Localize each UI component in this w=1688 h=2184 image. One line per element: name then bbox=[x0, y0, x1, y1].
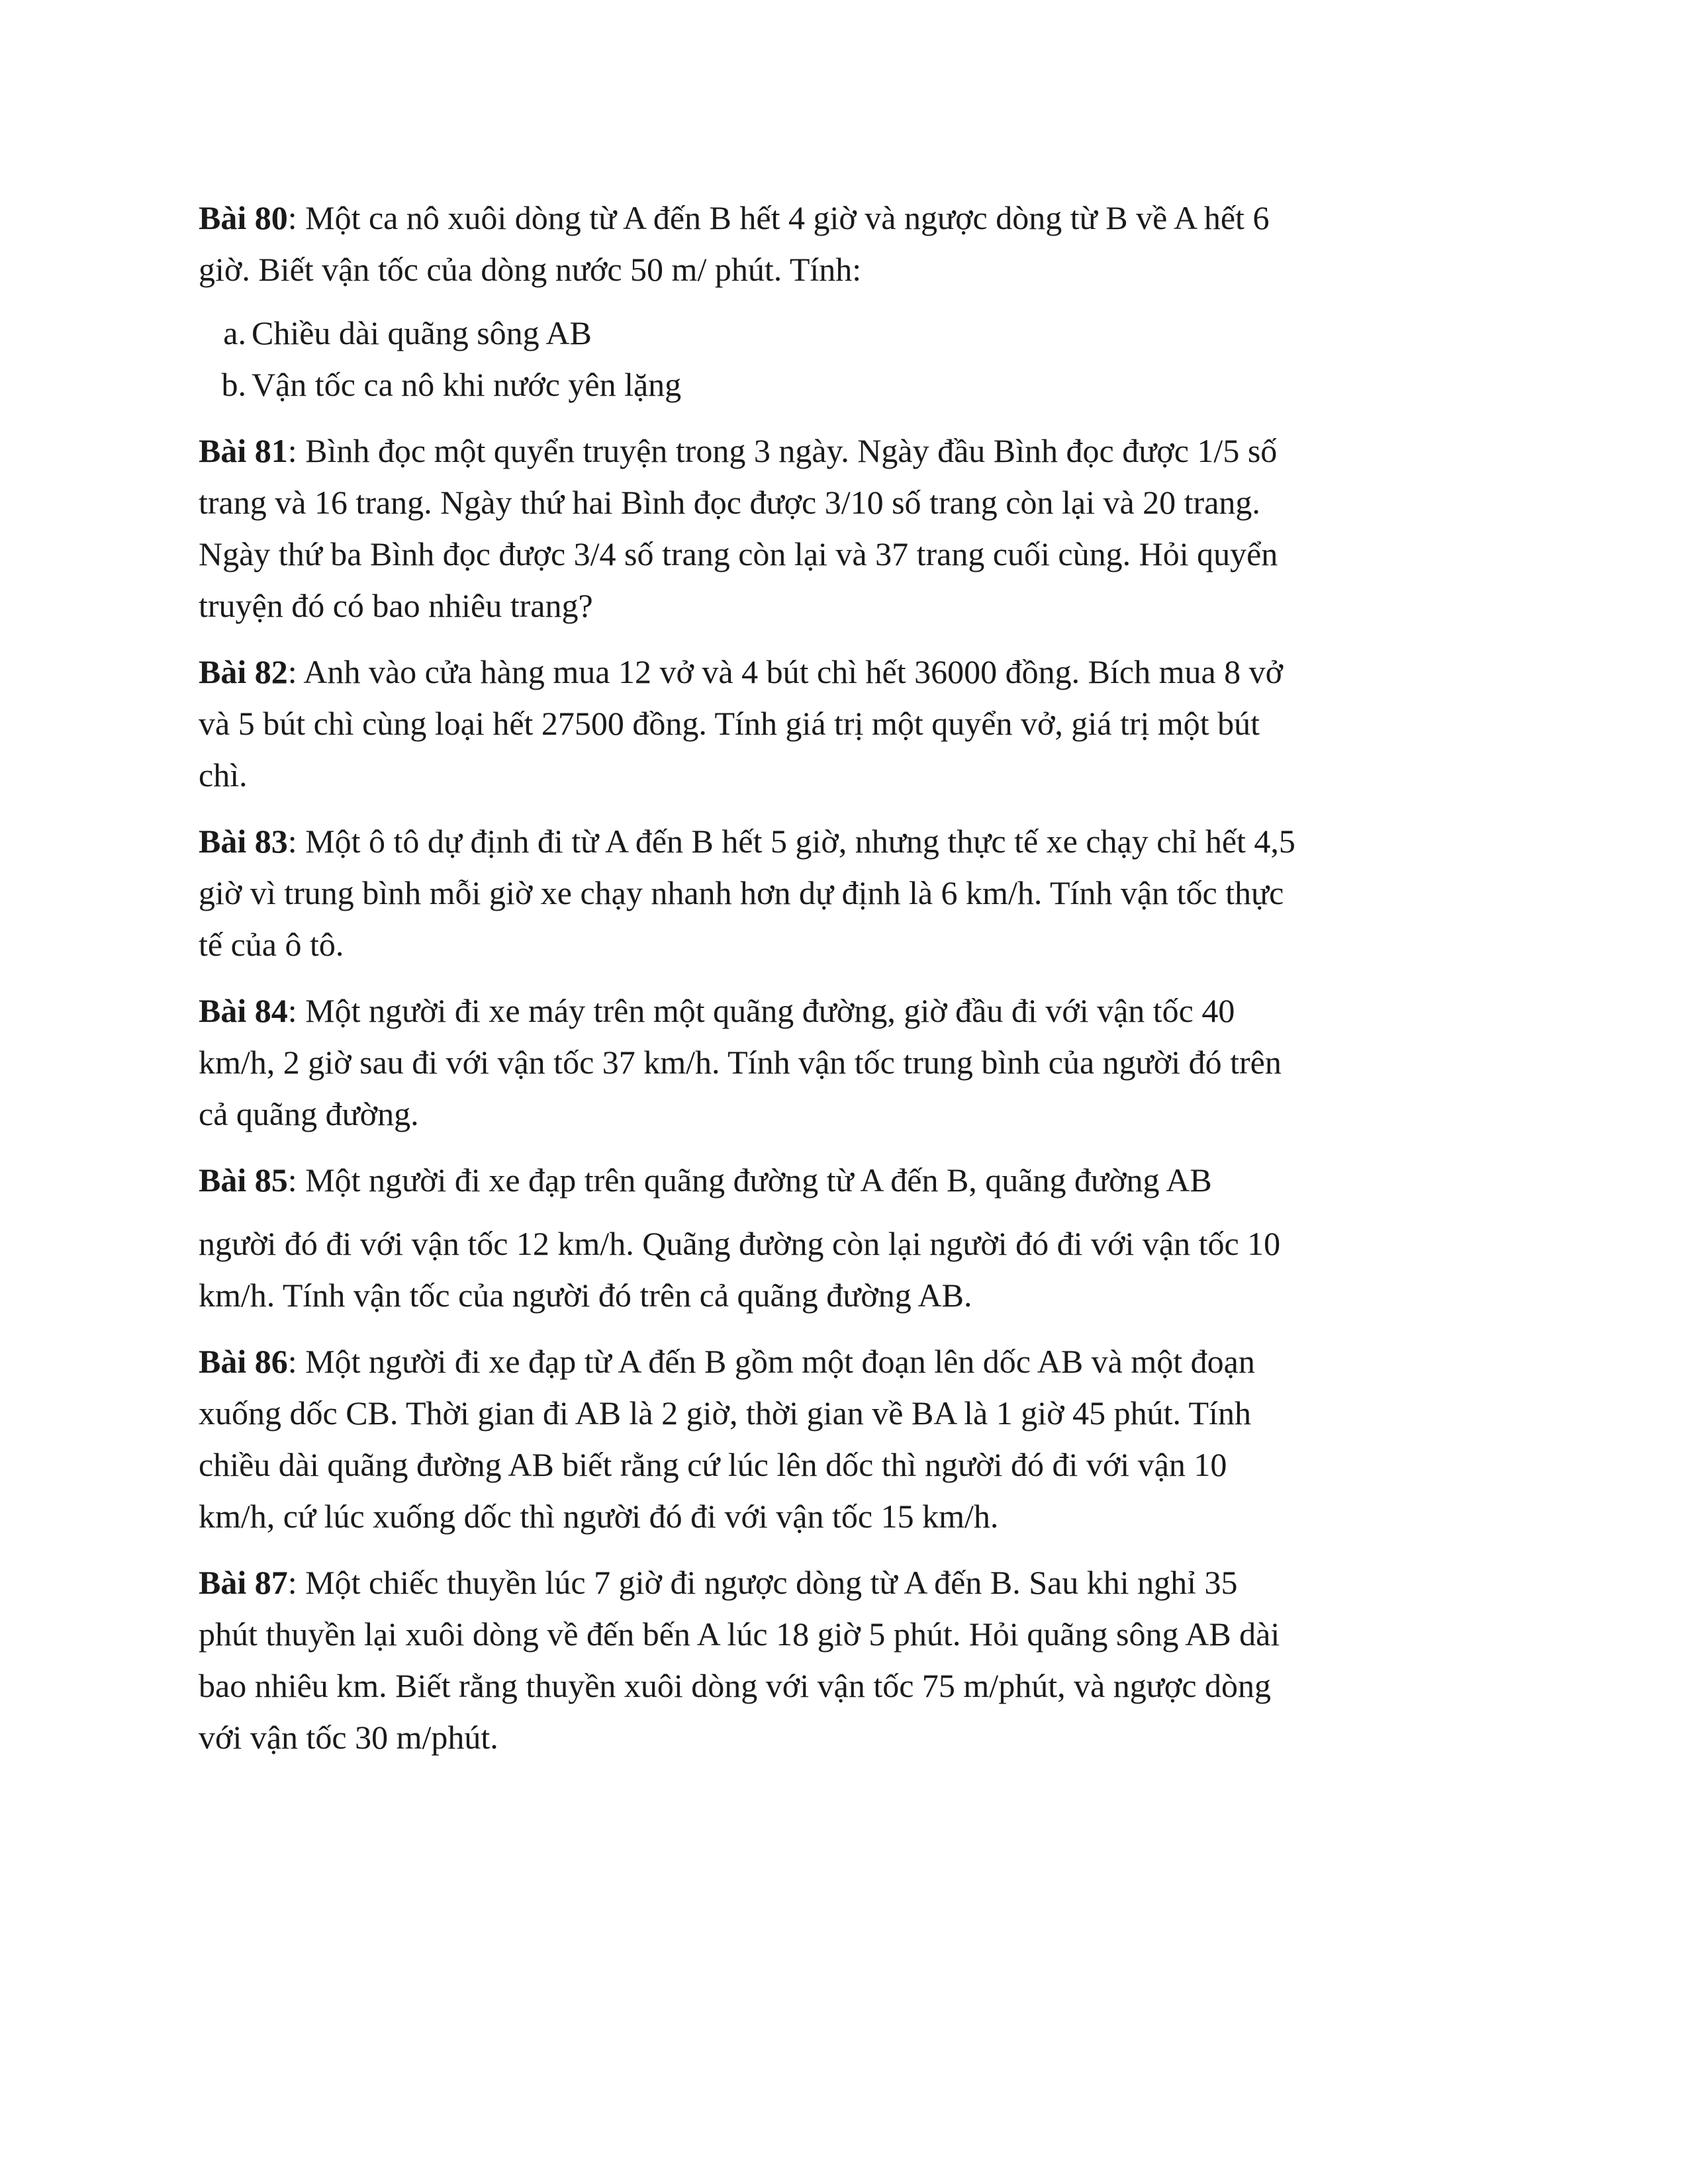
problem-label: Bài 84 bbox=[199, 992, 288, 1029]
problem-line: giờ vì trung bình mỗi giờ xe chạy nhanh hơn dự định là 6 km/h. Tính vận tốc thực bbox=[199, 874, 1284, 911]
problem-line: tế của ô tô. bbox=[199, 926, 344, 963]
problem-label: Bài 82 bbox=[199, 653, 288, 690]
problem-text: : Một người đi xe đạp trên quãng đường từ A đến B, quãng đường AB bbox=[287, 1161, 1212, 1199]
problem-line bbox=[199, 1336, 1489, 1387]
problem-line bbox=[199, 192, 1489, 244]
problem-line: xuống dốc CB. Thời gian đi AB là 2 giờ, thời gian về BA là 1 giờ 45 phút. Tính bbox=[199, 1394, 1251, 1432]
list-marker: a. bbox=[223, 314, 246, 351]
sub-question-a bbox=[199, 307, 1489, 359]
sub-question-text: Chiều dài quãng sông AB bbox=[252, 314, 592, 351]
problem-line bbox=[199, 1557, 1489, 1608]
problem-text: : Bình đọc một quyển truyện trong 3 ngày. Ngày đầu Bình đọc được 1/5 số bbox=[287, 432, 1278, 469]
problem-82 bbox=[199, 646, 1489, 801]
problem-label: Bài 80 bbox=[199, 199, 288, 236]
problem-line bbox=[199, 1154, 1489, 1206]
problem-line: Ngày thứ ba Bình đọc được 3/4 số trang còn lại và 37 trang cuối cùng. Hỏi quyển bbox=[199, 535, 1278, 572]
problem-text: : Một người đi xe máy trên một quãng đường, giờ đầu đi với vận tốc 40 bbox=[287, 992, 1235, 1029]
problem-line: giờ. Biết vận tốc của dòng nước 50 m/ phút. Tính: bbox=[199, 251, 862, 288]
problem-line: chiều dài quãng đường AB biết rằng cứ lúc lên dốc thì người đó đi với vận 10 bbox=[199, 1446, 1227, 1483]
problem-86 bbox=[199, 1336, 1489, 1542]
problem-line: km/h, 2 giờ sau đi với vận tốc 37 km/h. Tính vận tốc trung bình của người đó trên bbox=[199, 1044, 1282, 1081]
problem-label: Bài 83 bbox=[199, 823, 288, 860]
sub-question-b bbox=[199, 359, 1489, 410]
problem-line: chì. bbox=[199, 756, 248, 794]
problem-text: : Một chiếc thuyền lúc 7 giờ đi ngược dòng từ A đến B. Sau khi nghỉ 35 bbox=[287, 1564, 1238, 1601]
problem-text: : Anh vào cửa hàng mua 12 vở và 4 bút chì hết 36000 đồng. Bích mua 8 vở bbox=[287, 653, 1284, 690]
list-marker: b. bbox=[221, 366, 246, 403]
problem-label: Bài 86 bbox=[199, 1343, 288, 1380]
problem-line: bao nhiêu km. Biết rằng thuyền xuôi dòng với vận tốc 75 m/phút, và ngược dòng bbox=[199, 1667, 1272, 1704]
problem-line: cả quãng đường. bbox=[199, 1095, 419, 1132]
problem-85 bbox=[199, 1154, 1489, 1321]
problem-line: trang và 16 trang. Ngày thứ hai Bình đọc được 3/10 số trang còn lại và 20 trang. bbox=[199, 484, 1260, 521]
problem-84 bbox=[199, 985, 1489, 1140]
problem-line: km/h, cứ lúc xuống dốc thì người đó đi với vận tốc 15 km/h. bbox=[199, 1498, 999, 1535]
problem-81 bbox=[199, 425, 1489, 631]
problem-line bbox=[199, 646, 1489, 698]
sub-question-text: Vận tốc ca nô khi nước yên lặng bbox=[252, 366, 682, 403]
problem-line bbox=[199, 815, 1489, 867]
problem-line: với vận tốc 30 m/phút. bbox=[199, 1719, 498, 1756]
problem-80 bbox=[199, 192, 1489, 410]
problem-line: người đó đi với vận tốc 12 km/h. Quãng đường còn lại người đó đi với vận tốc 10 bbox=[199, 1225, 1281, 1262]
problem-label: Bài 81 bbox=[199, 432, 288, 469]
problem-line: phút thuyền lại xuôi dòng về đến bến A lúc 18 giờ 5 phút. Hỏi quãng sông AB dài bbox=[199, 1615, 1280, 1653]
problem-text: : Một người đi xe đạp từ A đến B gồm một đoạn lên dốc AB và một đoạn bbox=[287, 1343, 1255, 1380]
sub-question-list bbox=[199, 307, 1489, 410]
problem-text: : Một ô tô dự định đi từ A đến B hết 5 giờ, nhưng thực tế xe chạy chỉ hết 4,5 bbox=[287, 823, 1295, 860]
problem-label: Bài 87 bbox=[199, 1564, 288, 1601]
problem-label: Bài 85 bbox=[199, 1161, 288, 1199]
problem-87 bbox=[199, 1557, 1489, 1763]
problem-line: và 5 bút chì cùng loại hết 27500 đồng. Tính giá trị một quyển vở, giá trị một bút bbox=[199, 705, 1260, 742]
document-page bbox=[199, 192, 1489, 1778]
problem-line: km/h. Tính vận tốc của người đó trên cả quãng đường AB. bbox=[199, 1277, 972, 1314]
line-gap bbox=[199, 1206, 1489, 1218]
problem-line bbox=[199, 425, 1489, 477]
problem-line: truyện đó có bao nhiêu trang? bbox=[199, 587, 593, 624]
problem-83 bbox=[199, 815, 1489, 970]
problem-text: : Một ca nô xuôi dòng từ A đến B hết 4 giờ và ngược dòng từ B về A hết 6 bbox=[287, 199, 1270, 236]
problem-line bbox=[199, 985, 1489, 1036]
